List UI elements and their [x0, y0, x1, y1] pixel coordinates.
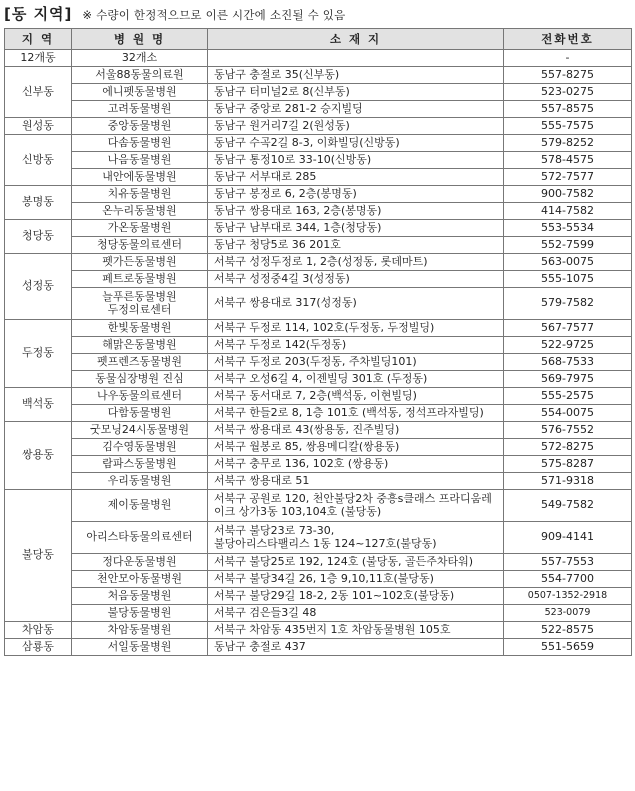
hospital-name: 다함동물병원	[72, 405, 208, 422]
summary-phone: -	[504, 50, 632, 67]
hospital-phone: 578-4575	[504, 152, 632, 169]
hospital-address: 서북구 쌍용대로 51	[208, 473, 504, 490]
table-body	[5, 50, 632, 656]
table-row	[5, 118, 632, 135]
district-cell: 성정동	[5, 254, 72, 320]
hospital-name: 고려동물병원	[72, 101, 208, 118]
table-row	[5, 271, 632, 288]
hospital-name: 중앙동물병원	[72, 118, 208, 135]
hospital-address: 서북구 오성6길 4, 이젠빌딩 301호 (두정동)	[208, 371, 504, 388]
hospital-phone: 0507-1352-2918	[504, 588, 632, 605]
hospital-address: 동남구 봉정로 6, 2층(봉명동)	[208, 186, 504, 203]
hospital-phone: 522-8575	[504, 622, 632, 639]
hospital-name: 김수영동물병원	[72, 439, 208, 456]
hospital-name: 페트로동물병원	[72, 271, 208, 288]
hospital-address: 서북구 차암동 435번지 1호 차암동물병원 105호	[208, 622, 504, 639]
hospital-name: 다솜동물병원	[72, 135, 208, 152]
table-row	[5, 371, 632, 388]
summary-row	[5, 50, 632, 67]
hospital-phone: 575-8287	[504, 456, 632, 473]
hospital-name: 차암동물병원	[72, 622, 208, 639]
hospital-phone: 557-8275	[504, 67, 632, 84]
hospital-address: 서북구 성정두정로 1, 2층(성정동, 롯데마트)	[208, 254, 504, 271]
hospital-address: 서북구 불당34길 26, 1층 9,10,11호(불당동)	[208, 571, 504, 588]
hospital-name: 청당동물의료센터	[72, 237, 208, 254]
hospital-address: 서북구 검은들3길 48	[208, 605, 504, 622]
hospital-phone: 554-7700	[504, 571, 632, 588]
table-row	[5, 490, 632, 522]
hospital-address: 동남구 충절로 437	[208, 639, 504, 656]
hospital-phone: 572-8275	[504, 439, 632, 456]
region-title: [동 지역]	[4, 5, 73, 23]
hospital-address: 동남구 남부대로 344, 1층(청당동)	[208, 220, 504, 237]
hospital-name: 펫프렌즈동물병원	[72, 354, 208, 371]
column-header: 전화번호	[504, 29, 632, 50]
hospital-address: 서북구 한들2로 8, 1층 101호 (백석동, 정석프라자빌딩)	[208, 405, 504, 422]
hospital-address: 서북구 월봉로 85, 쌍용메디칼(쌍용동)	[208, 439, 504, 456]
hospital-phone: 523-0079	[504, 605, 632, 622]
section-heading	[4, 3, 345, 23]
hospital-phone: 549-7582	[504, 490, 632, 522]
hospital-phone: 576-7552	[504, 422, 632, 439]
hospital-phone: 555-1075	[504, 271, 632, 288]
hospital-address: 동남구 쌍용대로 163, 2층(봉명동)	[208, 203, 504, 220]
hospital-address: 서북구 쌍용대로 317(성정동)	[208, 288, 504, 320]
header-row	[5, 29, 632, 50]
hospital-name: 한빛동물병원	[72, 320, 208, 337]
hospital-name: 우리동물병원	[72, 473, 208, 490]
hospital-address: 동남구 중앙로 281-2 승지빌딩	[208, 101, 504, 118]
table-row	[5, 456, 632, 473]
hospital-name: 온누리동물병원	[72, 203, 208, 220]
table-row	[5, 101, 632, 118]
table-row	[5, 220, 632, 237]
hospital-address: 서북구 두정로 203(두정동, 주차빌딩101)	[208, 354, 504, 371]
hospital-phone: 552-7599	[504, 237, 632, 254]
hospital-address: 동남구 청당5로 36 201호	[208, 237, 504, 254]
district-cell: 신부동	[5, 67, 72, 118]
hospital-name: 치유동물병원	[72, 186, 208, 203]
notice-text: ※ 수량이 한정적으므로 이른 시간에 소진될 수 있음	[82, 8, 346, 22]
table-row	[5, 388, 632, 405]
table-row	[5, 320, 632, 337]
table-row	[5, 237, 632, 254]
district-cell: 불당동	[5, 490, 72, 622]
table-row	[5, 522, 632, 554]
hospital-address: 서북구 공원로 120, 천안불당2차 중흥s클래스 프라디움레이크 상가3동 103,104호 (불당동)	[208, 490, 504, 522]
hospital-address: 서북구 불당25로 192, 124호 (불당동, 골든주차타워)	[208, 554, 504, 571]
hospital-name: 처음동물병원	[72, 588, 208, 605]
table-row	[5, 152, 632, 169]
hospital-phone: 909-4141	[504, 522, 632, 554]
table-row	[5, 473, 632, 490]
summary-count: 32개소	[72, 50, 208, 67]
hospital-name: 서울88동물의료원	[72, 67, 208, 84]
table-row	[5, 135, 632, 152]
table-row	[5, 622, 632, 639]
hospital-name: 아리스타동물의료센터	[72, 522, 208, 554]
table-row	[5, 639, 632, 656]
hospital-phone: 579-8252	[504, 135, 632, 152]
hospital-phone: 553-5534	[504, 220, 632, 237]
hospital-name: 천안모아동물병원	[72, 571, 208, 588]
hospital-phone: 567-7577	[504, 320, 632, 337]
hospital-phone: 900-7582	[504, 186, 632, 203]
hospital-name: 불당동물병원	[72, 605, 208, 622]
summary-address	[208, 50, 504, 67]
hospital-name: 펫가든동물병원	[72, 254, 208, 271]
district-cell: 백석동	[5, 388, 72, 422]
hospital-address: 동남구 원거리7길 2(원성동)	[208, 118, 504, 135]
hospital-address: 서북구 성정중4길 3(성정동)	[208, 271, 504, 288]
hospital-address: 서북구 충무로 136, 102호 (쌍용동)	[208, 456, 504, 473]
column-header: 소 재 지	[208, 29, 504, 50]
table-row	[5, 354, 632, 371]
hospital-name: 에니펫동물병원	[72, 84, 208, 101]
district-cell: 청당동	[5, 220, 72, 254]
table-row	[5, 169, 632, 186]
hospital-phone: 572-7577	[504, 169, 632, 186]
hospital-phone: 555-7575	[504, 118, 632, 135]
table-row	[5, 605, 632, 622]
table-row	[5, 254, 632, 271]
summary-district: 12개동	[5, 50, 72, 67]
hospital-name: 내안에동물병원	[72, 169, 208, 186]
hospital-address: 서북구 동서대로 7, 2층(백석동, 이현빌딩)	[208, 388, 504, 405]
table-row	[5, 288, 632, 320]
table-row	[5, 571, 632, 588]
hospital-phone: 414-7582	[504, 203, 632, 220]
table-row	[5, 439, 632, 456]
column-header: 병 원 명	[72, 29, 208, 50]
table-row	[5, 84, 632, 101]
hospital-name: 나우동물의료센터	[72, 388, 208, 405]
hospital-name: 동물심장병원 진심	[72, 371, 208, 388]
district-cell: 삼룡동	[5, 639, 72, 656]
hospital-address: 동남구 통정10로 33-10(신방동)	[208, 152, 504, 169]
hospital-address: 서북구 두정로 142(두정동)	[208, 337, 504, 354]
hospital-name: 람파스동물병원	[72, 456, 208, 473]
district-cell: 신방동	[5, 135, 72, 186]
hospital-name: 해맑은동물병원	[72, 337, 208, 354]
hospital-name: 서일동물병원	[72, 639, 208, 656]
table-row	[5, 588, 632, 605]
hospital-name: 나음동물병원	[72, 152, 208, 169]
hospital-phone: 557-7553	[504, 554, 632, 571]
hospital-phone: 568-7533	[504, 354, 632, 371]
table-row	[5, 554, 632, 571]
hospital-phone: 579-7582	[504, 288, 632, 320]
table-row	[5, 422, 632, 439]
hospital-phone: 554-0075	[504, 405, 632, 422]
table-row	[5, 337, 632, 354]
table-row	[5, 67, 632, 84]
hospital-phone: 551-5659	[504, 639, 632, 656]
table-row	[5, 405, 632, 422]
hospital-phone: 569-7975	[504, 371, 632, 388]
district-cell: 봉명동	[5, 186, 72, 220]
hospital-address: 동남구 수곡2길 8-3, 이화빌딩(신방동)	[208, 135, 504, 152]
hospital-name: 제이동물병원	[72, 490, 208, 522]
table-row	[5, 186, 632, 203]
hospital-phone: 571-9318	[504, 473, 632, 490]
hospital-phone: 557-8575	[504, 101, 632, 118]
table-row	[5, 203, 632, 220]
hospital-name: 정다운동물병원	[72, 554, 208, 571]
district-cell: 두정동	[5, 320, 72, 388]
hospital-name: 늘푸른동물병원 두정의료센터	[72, 288, 208, 320]
hospital-phone: 522-9725	[504, 337, 632, 354]
hospital-address: 서북구 불당29길 18-2, 2동 101~102호(불당동)	[208, 588, 504, 605]
hospital-table	[4, 28, 632, 656]
hospital-phone: 563-0075	[504, 254, 632, 271]
hospital-address: 서북구 쌍용대로 43(쌍용동, 진주빌딩)	[208, 422, 504, 439]
hospital-address: 서북구 불당23로 73-30, 불당아리스타팰리스 1동 124~127호(불당동)	[208, 522, 504, 554]
district-cell: 차암동	[5, 622, 72, 639]
hospital-address: 동남구 서부대로 285	[208, 169, 504, 186]
hospital-name: 굿모닝24시동물병원	[72, 422, 208, 439]
hospital-name: 가온동물병원	[72, 220, 208, 237]
hospital-address: 서북구 두정로 114, 102호(두정동, 두정빌딩)	[208, 320, 504, 337]
column-header: 지 역	[5, 29, 72, 50]
hospital-address: 동남구 터미널2로 8(신부동)	[208, 84, 504, 101]
district-cell: 쌍용동	[5, 422, 72, 490]
hospital-address: 동남구 충절로 35(신부동)	[208, 67, 504, 84]
hospital-phone: 555-2575	[504, 388, 632, 405]
hospital-phone: 523-0275	[504, 84, 632, 101]
district-cell: 원성동	[5, 118, 72, 135]
